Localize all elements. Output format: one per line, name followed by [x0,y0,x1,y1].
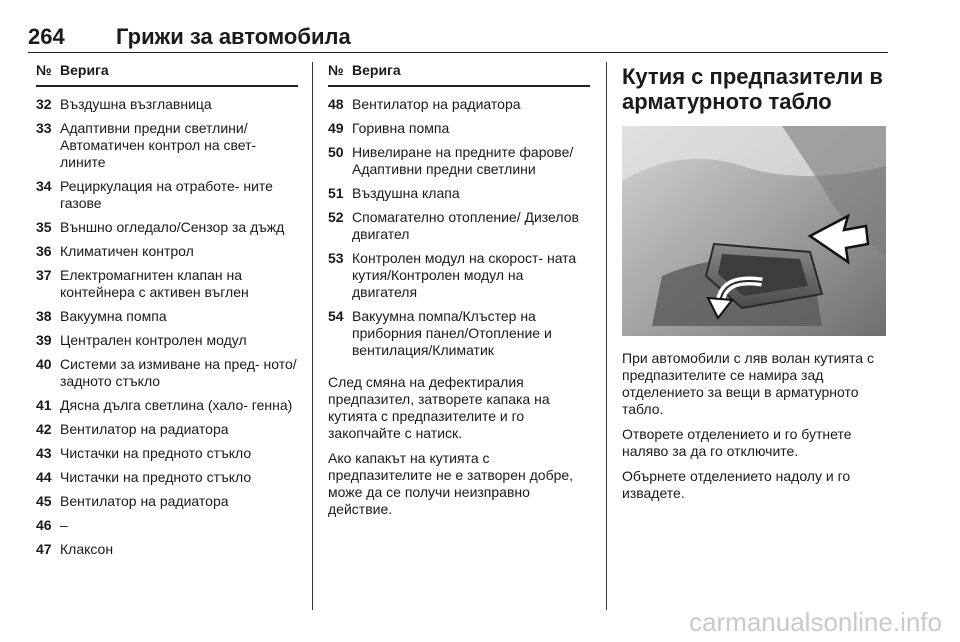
fuse-table-left [36,62,298,565]
fuse-number: 50 [328,144,344,160]
circuit-name: Рециркулация на отработе- ните газове [60,178,273,211]
fuse-row [36,445,298,462]
page-header [28,18,888,53]
fuse-number: 32 [36,96,52,112]
fuse-number: 39 [36,332,52,348]
page-number: 264 [28,24,65,49]
fuse-number: 44 [36,469,52,485]
fuse-table-middle [328,62,590,526]
fuse-row [36,178,298,212]
fuse-row [36,517,298,534]
circuit-name: Вакуумна помпа [60,308,167,324]
chapter-title: Грижи за автомобила [116,24,351,49]
fuse-row [36,541,298,558]
fuse-number: 46 [36,517,52,533]
header-num: № [36,62,52,78]
circuit-name: Клаксон [60,541,114,557]
fuse-row [328,96,590,113]
fuse-row [328,209,590,243]
circuit-name: Вентилатор на радиатора [60,493,229,509]
fuse-row [328,185,590,202]
column-divider [312,62,313,610]
circuit-name: Контролен модул на скорост- ната кутия/Контролен модул на двигателя [352,250,577,300]
table-header [36,62,298,87]
fuse-row [36,332,298,349]
instrument-panel-fuse-section [622,62,890,510]
fuse-number: 52 [328,209,344,225]
fuse-number: 36 [36,243,52,259]
fuse-row [36,493,298,510]
circuit-name: Адаптивни предни светлини/ Автоматичен контрол на свет- лините [60,120,257,170]
header-label: Верига [60,62,109,78]
circuit-name: Външно огледало/Сензор за дъжд [60,219,285,235]
fuse-number: 51 [328,185,344,201]
column-divider [606,62,607,610]
circuit-name: Вентилатор на радиатора [352,96,521,112]
circuit-name: Вентилатор на радиатора [60,421,229,437]
paragraph: Отворете отделението и го бутнете наляво за да го отключите. [622,426,852,459]
circuit-name: Спомагателно отопление/ Дизелов двигател [352,209,579,242]
fuse-number: 41 [36,397,52,413]
circuit-name: Нивелиране на предните фарове/Адаптивни предни светлини [352,144,574,177]
fuse-number: 48 [328,96,344,112]
fuse-row [36,96,298,113]
fuse-row [36,356,298,390]
fuse-row [328,144,590,178]
paragraph: Обърнете отделението надолу и го извадете. [622,468,851,501]
paragraph: След смяна на дефектиралия предпазител, затворете капака на кутията с предпазителите и го закопчайте с натиск. [328,374,550,441]
fuse-number: 33 [36,120,52,136]
fuse-row [36,397,298,414]
fuse-number: 42 [36,421,52,437]
circuit-name: Дясна дълга светлина (хало- генна) [60,397,293,413]
fuse-number: 47 [36,541,52,557]
fuse-row [36,120,298,171]
circuit-name: Чистачки на предното стъкло [60,445,252,461]
fuse-row [36,469,298,486]
circuit-name: – [60,517,68,533]
fuse-row [36,421,298,438]
fuse-number: 38 [36,308,52,324]
circuit-name: Горивна помпа [352,120,450,136]
circuit-name: Въздушна клапа [352,185,460,201]
fuse-row [36,267,298,301]
fuse-number: 40 [36,356,52,372]
fuse-row [36,243,298,260]
paragraph: При автомобили с ляв волан кутията с предпазителите се намира зад отделението за вещи в арматурното табло. [622,350,874,417]
fuse-row [328,120,590,137]
header-label: Верига [352,62,401,78]
fuse-number: 34 [36,178,52,194]
glovebox-photo [622,126,886,336]
circuit-name: Централен контролен модул [60,332,247,348]
fuse-number: 53 [328,250,344,266]
fuse-row [328,308,590,359]
fuse-number: 43 [36,445,52,461]
circuit-name: Системи за измиване на пред- ното/задното стъкло [60,356,297,389]
fuse-number: 54 [328,308,344,324]
circuit-name: Въздушна възглавница [60,96,212,112]
circuit-name: Вакуумна помпа/Клъстер на приборния панел/Отопление и вентилация/Климатик [352,308,552,358]
section-title: Кутия с предпазители в арматурното табло [622,64,883,114]
fuse-row [328,250,590,301]
circuit-name: Климатичен контрол [60,243,194,259]
fuse-row [36,308,298,325]
fuse-number: 35 [36,219,52,235]
fuse-row [36,219,298,236]
circuit-name: Електромагнитен клапан на контейнера с активен въглен [60,267,249,300]
fuse-number: 49 [328,120,344,136]
table-header [328,62,590,87]
watermark: carmanualsonline.info [689,607,942,637]
fuse-number: 45 [36,493,52,509]
paragraph: Ако капакът на кутията с предпазителите не е затворен добре, може да се получи неизправно действие. [328,450,574,517]
circuit-name: Чистачки на предното стъкло [60,469,252,485]
header-num: № [328,62,344,78]
fuse-number: 37 [36,267,52,283]
